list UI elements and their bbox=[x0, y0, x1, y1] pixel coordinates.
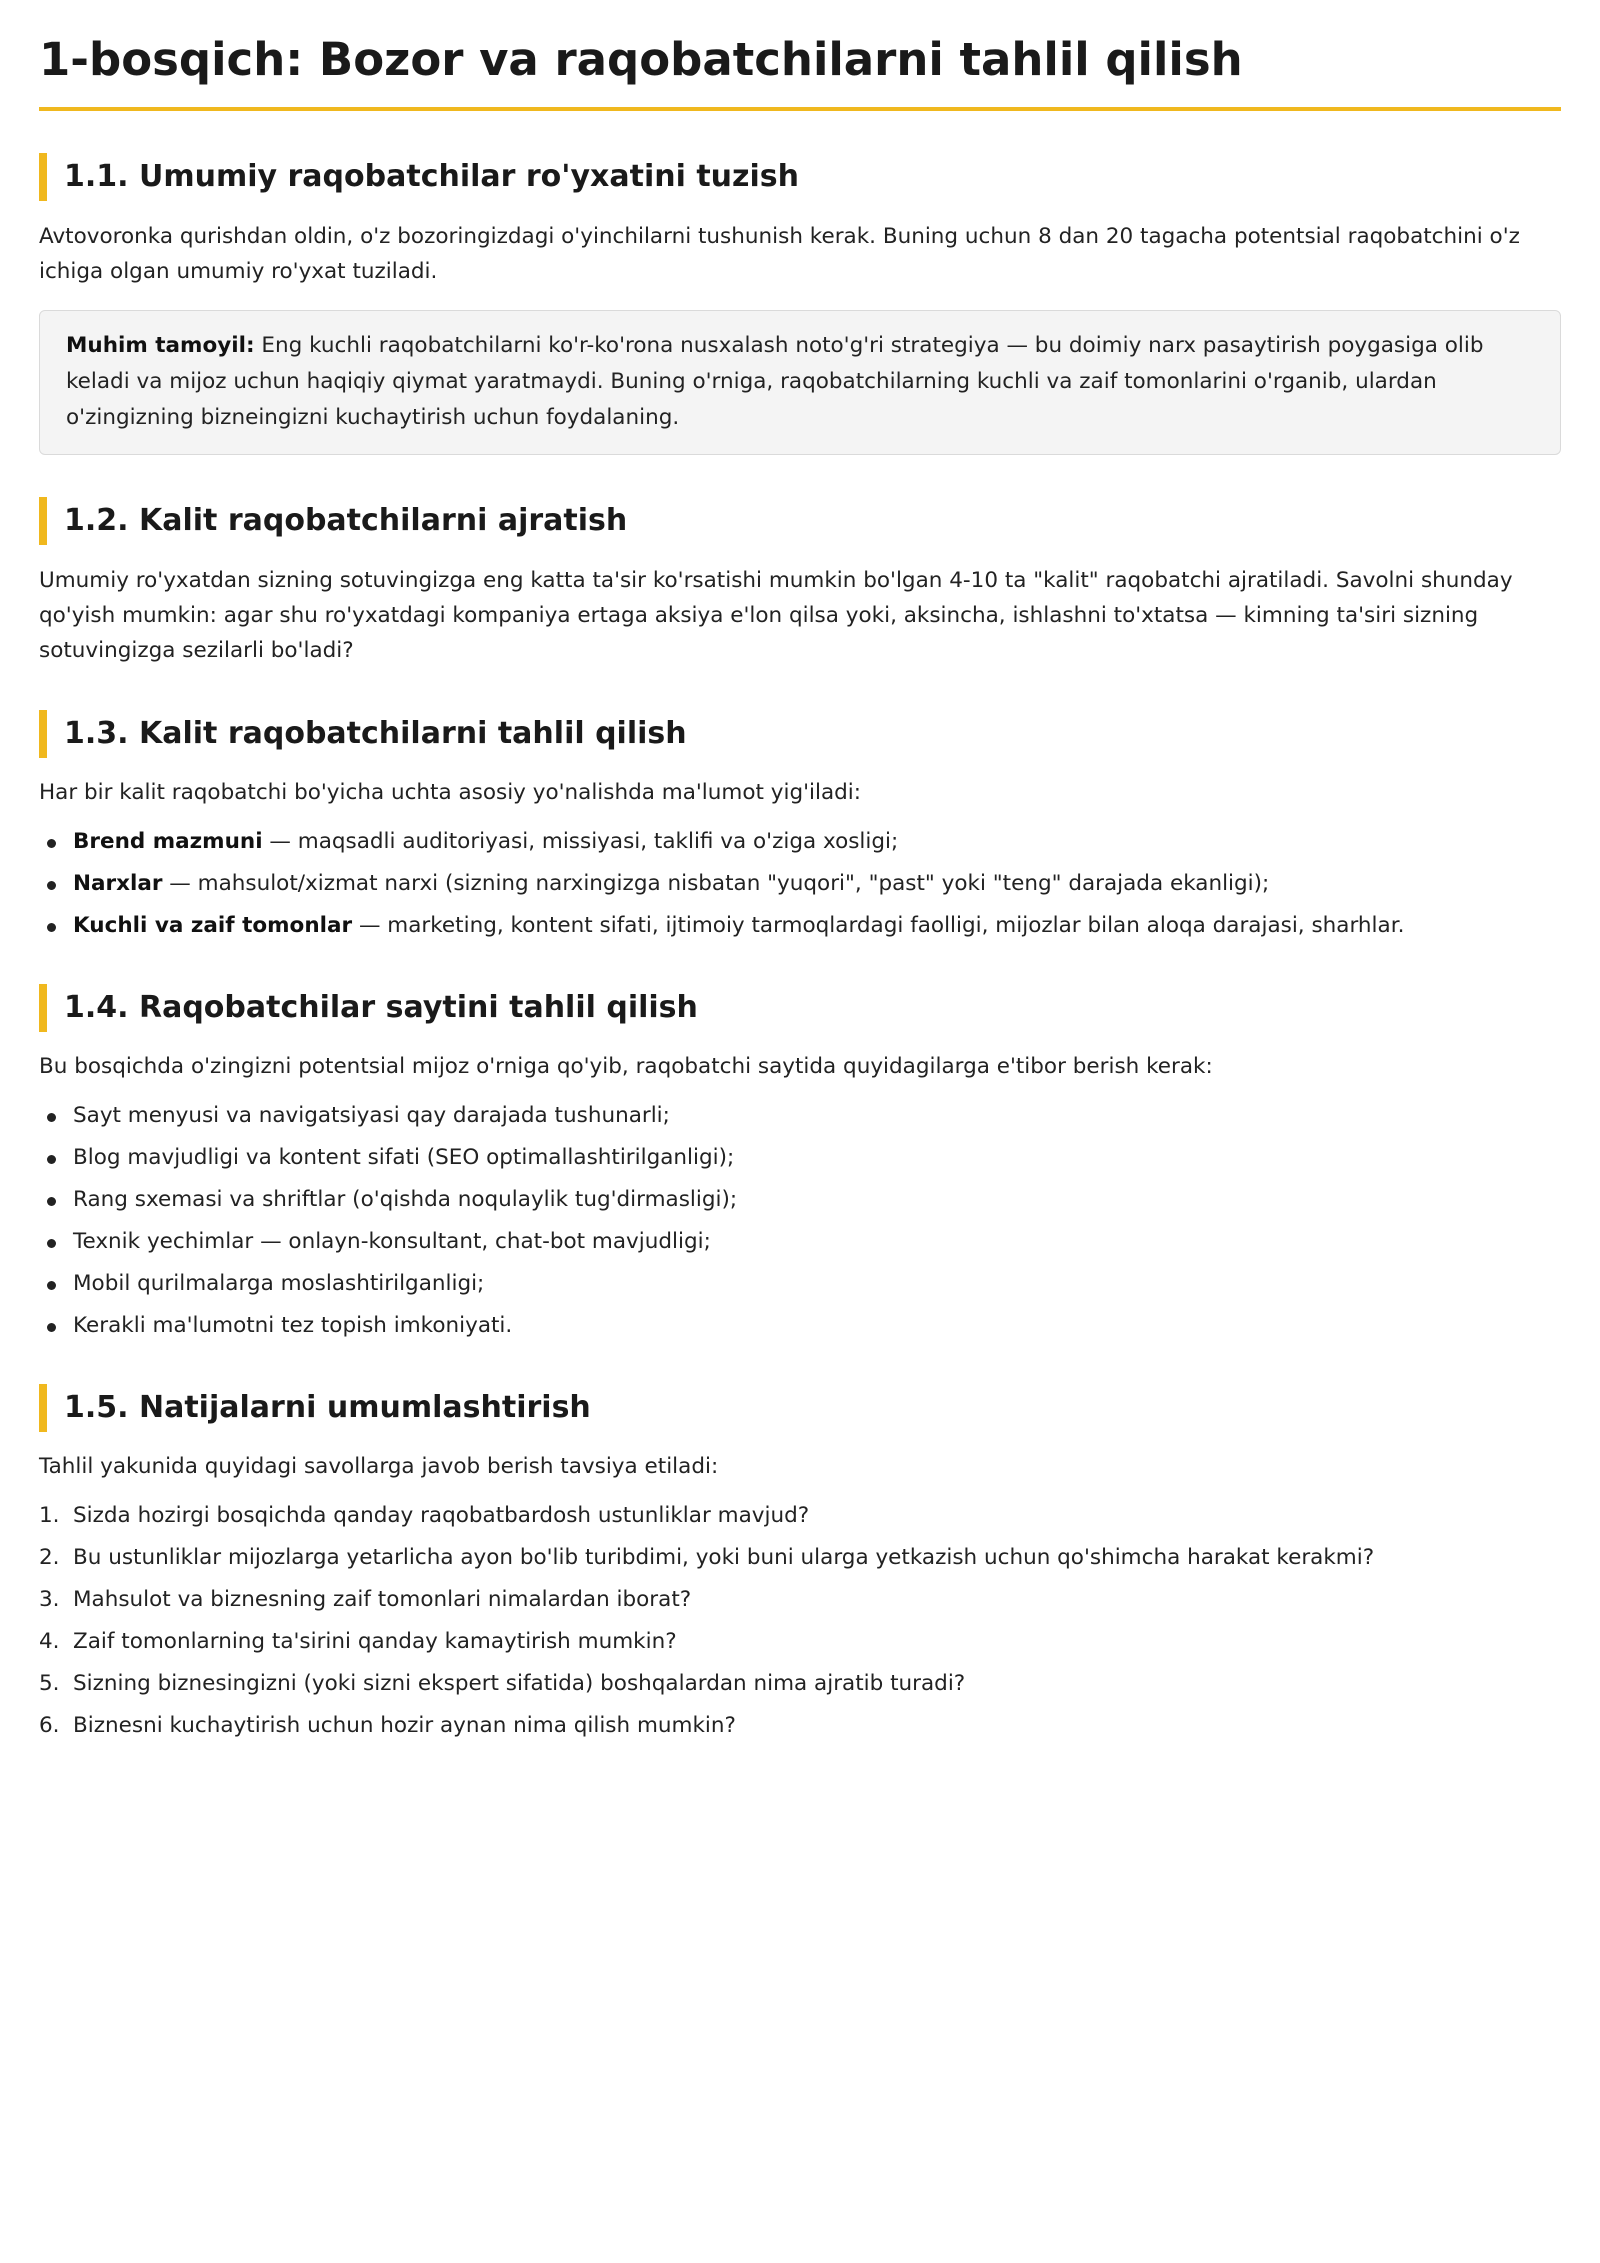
page-title: 1-bosqich: Bozor va raqobatchilarni tahlil qilish bbox=[39, 30, 1561, 111]
list-item bbox=[39, 1537, 1561, 1579]
list-item-text: Kerakli ma'lumotni tez topish imkoniyati. bbox=[73, 1313, 513, 1338]
list-item bbox=[39, 1221, 1561, 1263]
list-item bbox=[39, 1705, 1561, 1747]
list-item-text: Texnik yechimlar — onlayn-konsultant, chat-bot mavjudligi; bbox=[73, 1229, 711, 1254]
bullet-icon bbox=[47, 881, 56, 890]
list-item bbox=[39, 1263, 1561, 1305]
list-item-text: Biznesni kuchaytirish uchun hozir aynan nima qilish mumkin? bbox=[73, 1713, 736, 1738]
website-checklist bbox=[39, 1095, 1561, 1347]
analysis-areas-list bbox=[39, 821, 1561, 947]
summary-questions-list bbox=[39, 1495, 1561, 1747]
section-1-5-paragraph: Tahlil yakunida quyidagi savollarga javob berish tavsiya etiladi: bbox=[39, 1454, 719, 1479]
list-item bbox=[39, 1495, 1561, 1537]
list-number: 2. bbox=[39, 1545, 60, 1570]
list-item bbox=[39, 863, 1561, 905]
section-heading-1-5: 1.5. Natijalarni umumlashtirish bbox=[39, 1384, 1561, 1432]
list-item bbox=[39, 1663, 1561, 1705]
list-item bbox=[39, 1179, 1561, 1221]
list-item-text: Rang sxemasi va shriftlar (o'qishda noqulaylik tug'dirmasligi); bbox=[73, 1187, 738, 1212]
list-item bbox=[39, 1579, 1561, 1621]
list-item bbox=[39, 1095, 1561, 1137]
list-item-text: — marketing, kontent sifati, ijtimoiy tarmoqlardagi faolligi, mijozlar bilan aloqa darajasi, sharhlar. bbox=[352, 913, 1405, 938]
section-1-1-paragraph: Avtovoronka qurishdan oldin, o'z bozoringizdagi o'yinchilarni tushunish kerak. Buning uchun 8 dan 20 tagacha potentsial raqobatchini o'z ichiga olgan umumiy ro'yxat tuziladi. bbox=[39, 224, 1520, 284]
section-heading-1-3: 1.3. Kalit raqobatchilarni tahlil qilish bbox=[39, 710, 1561, 758]
list-item-text: Sizda hozirgi bosqichda qanday raqobatbardosh ustunliklar mavjud? bbox=[73, 1503, 810, 1528]
list-item-text: — mahsulot/xizmat narxi (sizning narxingizga nisbatan "yuqori", "past" yoki "teng" darajada ekanligi); bbox=[162, 871, 1270, 896]
bullet-icon bbox=[47, 1239, 56, 1248]
list-item-bold: Narxlar bbox=[73, 871, 163, 896]
list-item-text: Mobil qurilmalarga moslashtirilganligi; bbox=[73, 1271, 485, 1296]
section-heading-1-2: 1.2. Kalit raqobatchilarni ajratish bbox=[39, 497, 1561, 545]
list-item-bold: Brend mazmuni bbox=[73, 829, 263, 854]
bullet-icon bbox=[47, 839, 56, 848]
bullet-icon bbox=[47, 1281, 56, 1290]
bullet-icon bbox=[47, 1155, 56, 1164]
list-item-text: Sizning biznesingizni (yoki sizni ekspert sifatida) boshqalardan nima ajratib turadi? bbox=[73, 1671, 966, 1696]
list-item bbox=[39, 1137, 1561, 1179]
list-item-text: — maqsadli auditoriyasi, missiyasi, taklifi va o'ziga xosligi; bbox=[262, 829, 899, 854]
list-item-text: Blog mavjudligi va kontent sifati (SEO optimallashtirilganligi); bbox=[73, 1145, 735, 1170]
list-number: 5. bbox=[39, 1671, 60, 1696]
section-1-3-paragraph: Har bir kalit raqobatchi bo'yicha uchta asosiy yo'nalishda ma'lumot yig'iladi: bbox=[39, 780, 861, 805]
bullet-icon bbox=[47, 1197, 56, 1206]
note-text: Eng kuchli raqobatchilarni ko'r-ko'rona nusxalash noto'g'ri strategiya — bu doimiy narx pasaytirish poygasiga olib keladi va mijoz uchun haqiqiy qiymat yaratmaydi. Buning o'rniga, raqobatchilarning kuchli va zaif tomonlarini o'rganib, ulardan o'zingizning bizneingizni kuchaytirish uchun foydalaning. bbox=[66, 333, 1484, 430]
list-item-text: Mahsulot va biznesning zaif tomonlari nimalardan iborat? bbox=[73, 1587, 692, 1612]
list-item bbox=[39, 905, 1561, 947]
bullet-icon bbox=[47, 1323, 56, 1332]
list-item bbox=[39, 821, 1561, 863]
section-1-4-paragraph: Bu bosqichda o'zingizni potentsial mijoz o'rniga qo'yib, raqobatchi saytida quyidagilarga e'tibor berish kerak: bbox=[39, 1054, 1213, 1079]
principle-note-box bbox=[39, 310, 1561, 455]
list-number: 1. bbox=[39, 1503, 60, 1528]
bullet-icon bbox=[47, 923, 56, 932]
list-number: 6. bbox=[39, 1713, 60, 1738]
note-label: Muhim tamoyil: bbox=[66, 333, 255, 358]
list-number: 4. bbox=[39, 1629, 60, 1654]
list-item-bold: Kuchli va zaif tomonlar bbox=[73, 913, 353, 938]
list-item bbox=[39, 1305, 1561, 1347]
bullet-icon bbox=[47, 1113, 56, 1122]
section-heading-1-4: 1.4. Raqobatchilar saytini tahlil qilish bbox=[39, 984, 1561, 1032]
section-heading-1-1: 1.1. Umumiy raqobatchilar ro'yxatini tuzish bbox=[39, 153, 1561, 201]
list-number: 3. bbox=[39, 1587, 60, 1612]
list-item-text: Zaif tomonlarning ta'sirini qanday kamaytirish mumkin? bbox=[73, 1629, 677, 1654]
list-item-text: Bu ustunliklar mijozlarga yetarlicha ayon bo'lib turibdimi, yoki buni ularga yetkazish uchun qo'shimcha harakat kerakmi? bbox=[73, 1545, 1375, 1570]
list-item-text: Sayt menyusi va navigatsiyasi qay darajada tushunarli; bbox=[73, 1103, 670, 1128]
section-1-2-paragraph: Umumiy ro'yxatdan sizning sotuvingizga eng katta ta'sir ko'rsatishi mumkin bo'lgan 4-10 ta "kalit" raqobatchi ajratiladi. Savolni shunday qo'yish mumkin: agar shu ro'yxatdagi kompaniya ertaga aksiya e'lon qilsa yoki, aksincha, ishlashni to'xtatsa — kimning ta'siri sizning sotuvingizga sezilarli bo'ladi? bbox=[39, 568, 1513, 663]
list-item bbox=[39, 1621, 1561, 1663]
